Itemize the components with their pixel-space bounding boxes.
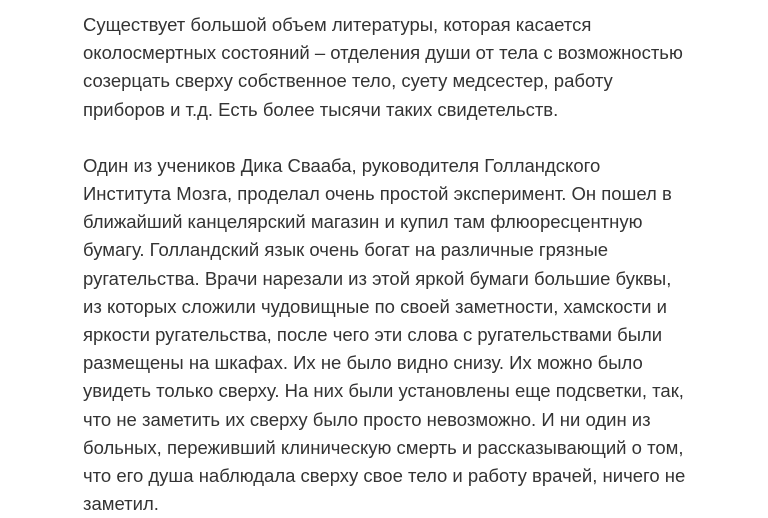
text-line: заметил. (83, 493, 159, 515)
text-line: размещены на шкафах. Их не было видно снизу. Их можно было (83, 352, 643, 374)
text-line: из которых сложили чудовищные по своей заметности, хамскости и (83, 295, 667, 317)
text-line: что не заметить их сверху было просто невозможно. И ни один из (83, 408, 651, 430)
text-line: приборов и т.д. Есть более тысячи таких свидетельств. (83, 98, 559, 120)
text-line: Существует большой объем литературы, которая касается (83, 14, 592, 35)
text-line: ругательства. Врачи нарезали из этой яркой бумаги большие буквы, (83, 267, 672, 289)
text-line: увидеть только сверху. На них были установлены еще подсветки, так, (83, 380, 684, 402)
text-line: созерцать сверху собственное тело, суету медсестер, работу (83, 70, 613, 92)
text-line: Института Мозга, проделал очень простой эксперимент. Он пошел в (83, 183, 672, 205)
text-line: яркости ругательства, после чего эти слова с ругательствами были (83, 324, 663, 346)
paragraph-experiment (83, 152, 763, 518)
text-line: Один из учеников Дика Свааба, руководителя Голландского (83, 154, 601, 176)
text-line: околосмертных состояний – отделения души от тела с возможностью (83, 42, 683, 64)
article-body (83, 11, 763, 518)
text-line: ближайший канцелярский магазин и купил там флюоресцентную (83, 211, 643, 233)
text-line: бумагу. Голландский язык очень богат на различные грязные (83, 239, 609, 261)
paragraph-near-death-literature (83, 11, 763, 124)
text-line: больных, переживший клиническую смерть и рассказывающий о том, (83, 436, 684, 458)
text-line: что его душа наблюдала сверху свое тело и работу врачей, ничего не (83, 465, 686, 487)
